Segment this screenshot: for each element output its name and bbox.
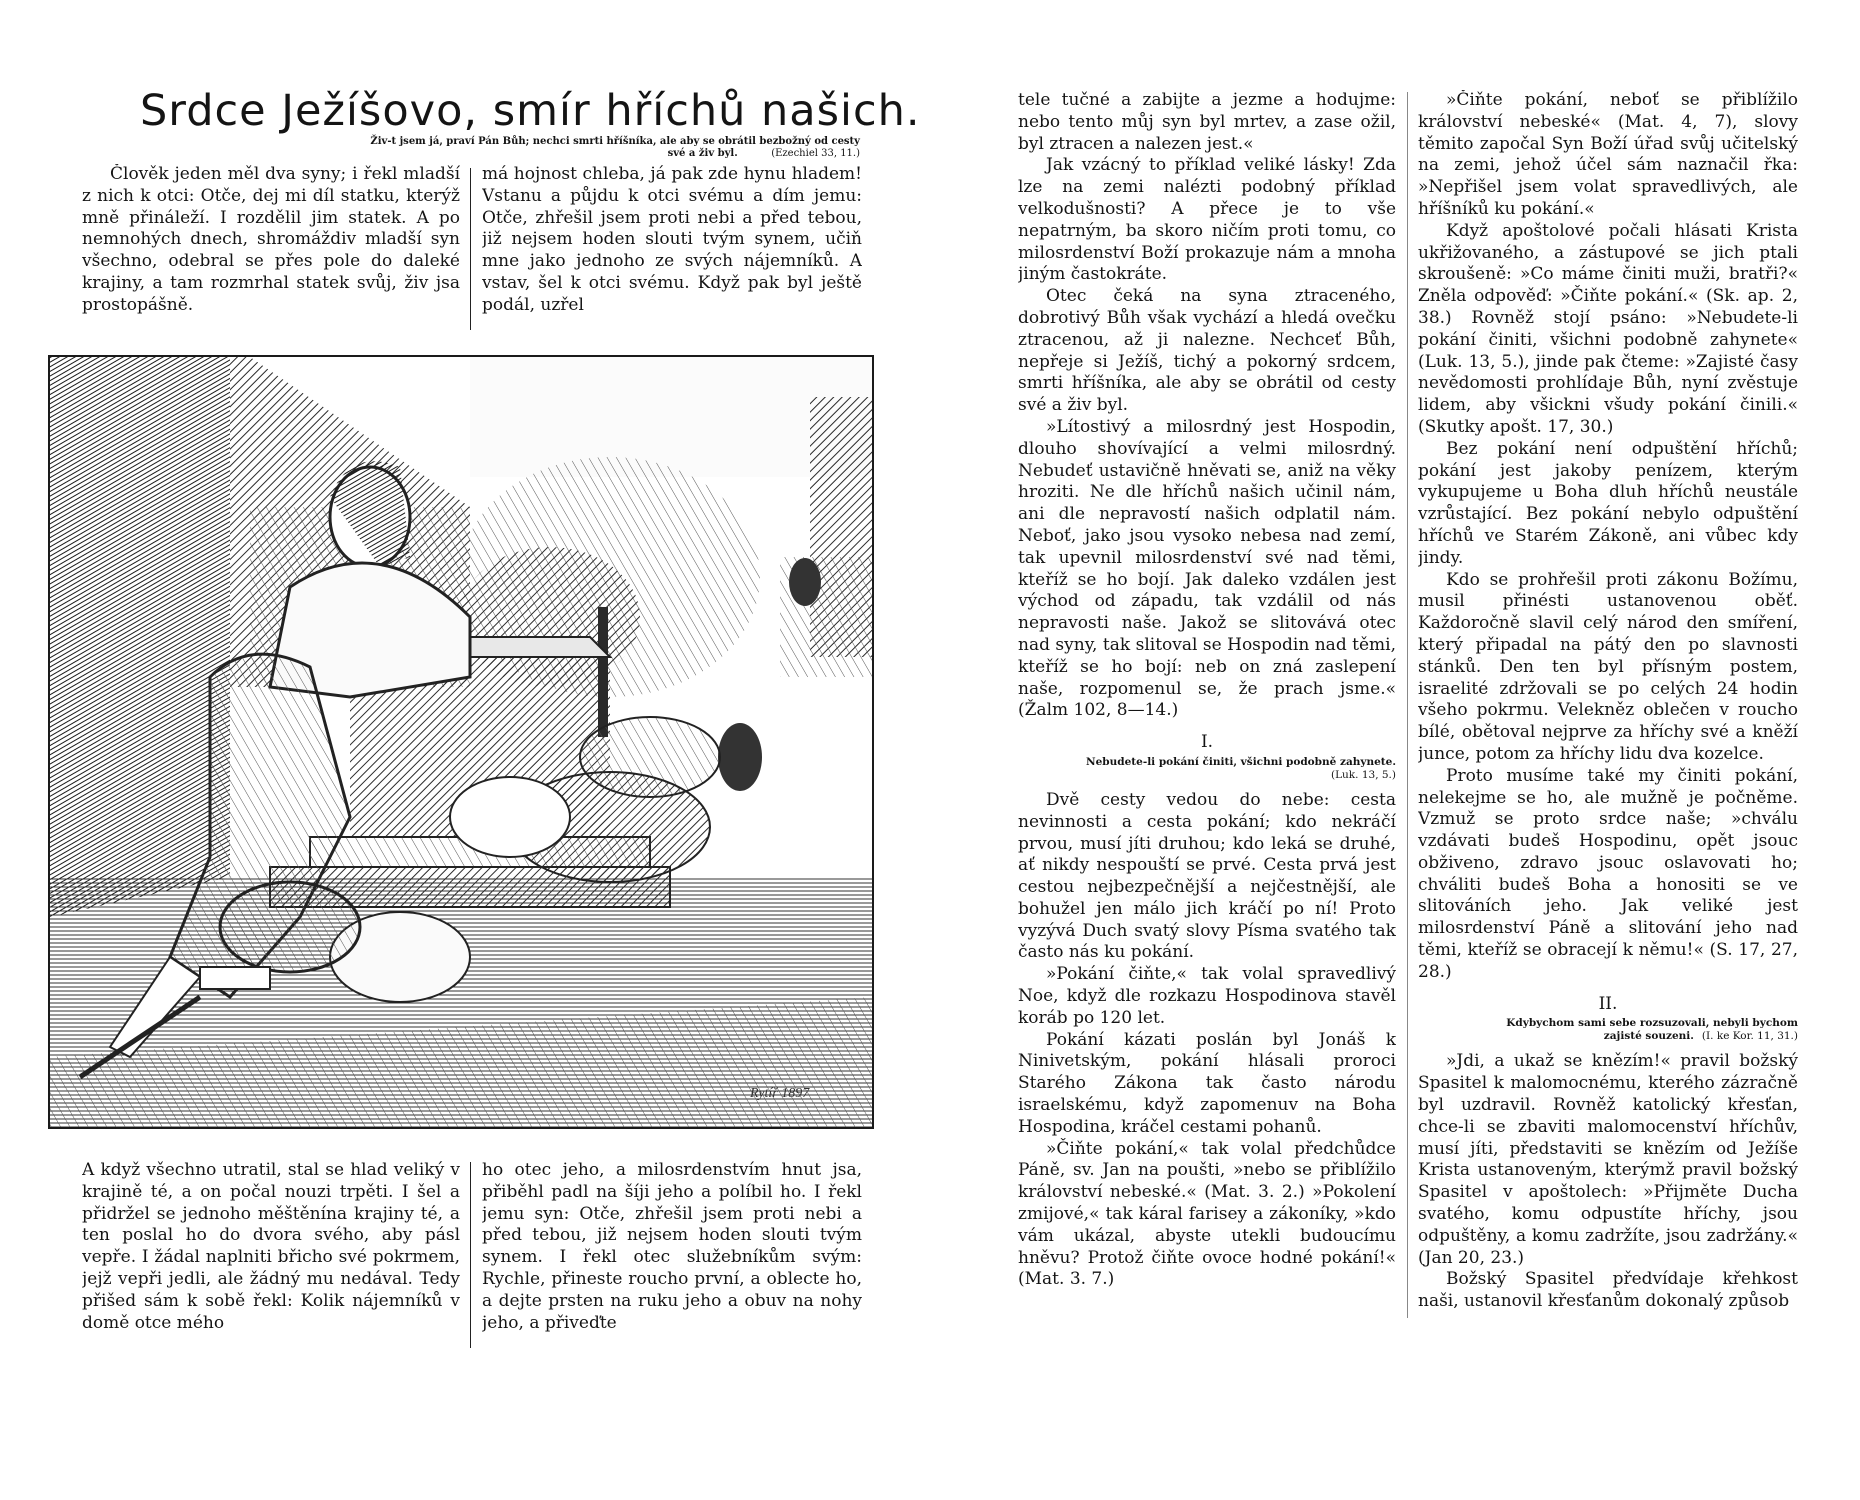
left-top-column-2 xyxy=(482,164,862,334)
paragraph: Když apoštolové počali hlásati Krista ukřižovaného, a zástupové se jich ptali skroušeně: »Co máme činiti muži, bratři?« Zněla odpověď: »Čiňte pokání.« (Sk. ap. 2, 38.) Rovněž stojí psáno: »Nebudete-li pokání činiti, všichni podobně zahynete« (Luk. 13, 5.), jinde pak čteme: »Zajisté časy nevědomosti prohlídaje Bůh, nyní zvěstuje lidem, aby všickni všudy pokání činili.« (Skutky apošt. 17, 30.) xyxy=(1418,220,1798,437)
right-column-1 xyxy=(1018,90,1396,1322)
paragraph: má hojnost chleba, já pak zde hynu hladem! Vstanu a půjdu k otci svému a dím jemu: Otče, zhřešil jsem proti nebi a před tebou, již nejsem hoden slouti tvým synem, učiň mne jako jednoho ze svých nájemníků. A vstav, šel k otci svému. Když pak byl ještě podál, uzřel xyxy=(482,164,862,315)
paragraph: Kdo se prohřešil proti zákonu Božímu, musil přinésti ustanovenou oběť. Každoročně slavil celý národ den smíření, který připadal na pátý den po slavnosti stánků. Den ten byl přísným postem, israelité zdržovali se po celých 24 hodin všeho pokrmu. Velekněz oblečen v roucho bílé, obětoval nejprve za hříchy své a kněží junce, potom za hříchy lidu dva kozelce. xyxy=(1418,569,1798,764)
paragraph: tele tučné a zabijte a jezme a hodujme: nebo tento můj syn byl mrtev, a zase ožil, byl ztracen a nalezen jest.« xyxy=(1018,90,1396,154)
section-number: II. xyxy=(1598,993,1618,1014)
engraver-signature: Rytíř 1897 xyxy=(750,1086,810,1101)
left-bottom-column-1 xyxy=(82,1160,460,1350)
section-epigraph-text: Nebudete-li pokání činiti, všichni podobně zahynete. xyxy=(1086,755,1396,768)
prodigal-son-engraving xyxy=(48,355,874,1129)
paragraph: Dvě cesty vedou do nebe: cesta nevinnosti a cesta pokání; kdo nekráčí prvou, musí jíti druhou; kdo leká se druhé, ať nikdy nespouští se prvé. Cesta prvá jest cestou nejbezpečnější a nejčestnější, ale bohužel jen málo jich kráčí po ní! Proto vyzývá Duch svatý slovy Písma svatého tak často nás ku pokání. xyxy=(1018,789,1396,963)
paragraph: Člověk jeden měl dva syny; i řekl mladší z nich k otci: Otče, dej mi díl statku, kterýž mně přináleží. I rozdělil jim statek. A po nemnohých dnech, shromáždiv mladší syn všechno, odebral se přes pole do daleké krajiny, a tam rozmrhal statek svůj, živ jsa prostopášně. xyxy=(82,164,460,315)
paragraph: A když všechno utratil, stal se hlad veliký v krajině té, a on počal nouzi trpěti. I šel a přidržel se jednoho měštěnína krajiny té, a ten poslal ho do dvora svého, aby pásl vepře. I žádal naplniti břicho své pokrmem, jejž vepři jedli, ale žádný mu nedával. Tedy přišed sám k sobě řekl: Kolik nájemníků v domě otce mého xyxy=(82,1160,460,1333)
article-title: Srdce Ježíšovo, smír hříchů našich. xyxy=(140,86,921,136)
column-divider xyxy=(1407,92,1408,1318)
pig xyxy=(450,777,570,857)
paragraph: »Jdi, a ukaž se knězím!« pravil božský Spasitel k malomocnému, kterého zázračně byl uzdravil. Rovněž katolický křesťan, chce-li se zbaviti malomocenství hříchův, musí jíti, představiti se knězím od Ježíše Krista ustanoveným, kterýmž pravil božský Spasitel v apoštolech: »Přijměte Ducha svatého, komu odpustíte hříchy, jsou odpuštěny, a komu zadržíte, jsou zadržány.« (Jan 20, 23.) xyxy=(1418,1051,1798,1268)
left-bottom-column-2 xyxy=(482,1160,862,1350)
dark-wall xyxy=(50,357,230,917)
column-divider xyxy=(470,1162,471,1348)
distant-figure xyxy=(789,558,821,606)
paragraph: »Pokání čiňte,« tak volal spravedlivý Noe, když dle rozkazu Hospodinova stavěl koráb po 120 let. xyxy=(1018,964,1396,1028)
clay-jug xyxy=(220,882,360,972)
paragraph: Proto musíme také my činiti pokání, nelekejme se ho, ale mužně je počněme. Vzmuž se proto srdce naše; »chválu vzdávati budeš Hospodinu, opět jsouc obživeno, zdravo jsouc oslavovati ho; chváliti budeš Boha a honositi se ve slitováních jeho. Jak veliké jest milosrdenství Páně a slitování jeho nad těmi, kteříž se obracejí k němu!« (S. 17, 27, 28.) xyxy=(1418,765,1798,982)
section-epigraph-reference: (Luk. 13, 5.) xyxy=(1330,768,1396,781)
right-page xyxy=(930,0,1860,1500)
paragraph: Bez pokání není odpuštění hříchů; pokání jest jakoby penízem, kterým vykupujeme u Boha dluh hříchů neustále vzrůstající. Bez pokání nebylo odpuštění hříchů ve Starém Zákoně, ani vůbec kdy jindy. xyxy=(1418,438,1798,568)
paragraph: Pokání kázati poslán byl Jonáš k Ninivetským, pokání hlásali proroci Starého Zákona tak často národu israelskému, když zapomenuv na Boha Hospodina, kráčel cestami pohanů. xyxy=(1018,1029,1396,1137)
section-epigraph-text: Kdybychom sami sebe rozsuzovali, nebyli bychom zajisté souzeni. xyxy=(1506,1017,1798,1043)
paragraph: »Čiňte pokání, neboť se přiblížilo království nebeské« (Mat. 4, 7), slovy těmito započal Syn Boží úřad svůj učitelský na zemi, jehož účel sám naznačil řka: »Nepřišel jsem volat spravedlivých, ale hříšníků ku pokání.« xyxy=(1418,90,1798,219)
left-top-column-1 xyxy=(82,164,460,334)
paragraph: Jak vzácný to příklad veliké lásky! Zda lze na zemi nalézti podobný příklad velkodušnosti? A přece je to vše nepatrným, ba skoro ničím proti tomu, co milosrdenství Boží prokazuje nám a mnoha jiným častokráte. xyxy=(1018,155,1396,285)
paragraph: »Čiňte pokání,« tak volal předchůdce Páně, sv. Jan na poušti, »nebo se přiblížilo království nebeské.« (Mat. 3. 2.) »Pokolení zmijové,« tak káral farisey a zákoníky, »kdo vám ukázal, abyste utekli budoucímu hněvu? Protož čiňte ovoce hodné pokání!« (Mat. 3. 7.) xyxy=(1018,1138,1396,1290)
column-divider xyxy=(470,168,471,330)
epigraph-reference: (Ezechiel 33, 11.) xyxy=(771,148,860,159)
section-number: I. xyxy=(1200,732,1214,753)
section-epigraph-reference: (I. ke Kor. 11, 31.) xyxy=(1701,1030,1798,1043)
section-epigraph xyxy=(1078,756,1396,782)
title-epigraph xyxy=(360,136,860,160)
section-epigraph xyxy=(1478,1017,1798,1043)
paragraph: Božský Spasitel předvídaje křehkost naši, ustanovil křesťanům dokonalý způsob xyxy=(1418,1269,1798,1312)
paragraph: ho otec jeho, a milosrdenstvím hnut jsa, přiběhl padl na šíji jeho a políbil ho. I řekl jemu syn: Otče, zhřešil jsem proti nebi a před tebou, již nejsem hoden slouti tvým synem. I řekl otec služebníkům svým: Rychle, přineste roucho první, a oblecte ho, a dejte prsten na ruku jeho a obuv na nohy jeho, a přiveďte xyxy=(482,1160,862,1333)
epigraph-text: Živ-t jsem já, praví Pán Bůh; nechci smrti hříšníka, ale aby se obrátil bezbožný od cesty své a živ byl. xyxy=(370,136,860,159)
engraving-art xyxy=(50,357,872,1127)
paragraph: »Lítostivý a milosrdný jest Hospodin, dlouho shovívající a velmi milosrdný. Nebudeť ustavičně hněvati se, aniž na věky hroziti. Ne dle hříchů našich učinil nám, ani dle nepravostí našich odplatil nám. Neboť, jako jsou vysoko nebesa nad zemí, tak upevnil milosrdenství své nad těmi, kteříž se ho bojí. Jak daleko vzdálen jest východ od západu, tak vzdálil od nás nepravosti naše. Jakož se slitovává otec nad syny, tak slitoval se Hospodin nad těmi, kteříž se ho bojí: neb on zná zaslepení naše, rozpomenul se, že prach jsme.« (Žalm 102, 8—14.) xyxy=(1018,416,1396,721)
paragraph: Otec čeká na syna ztraceného, dobrotivý Bůh však vychází a hledá ovečku ztracenou, až ji nalezne. Nechceť Bůh, nepřeje si Ježíš, tichý a pokorný srdcem, smrti hříšníka, ale aby se obrátil od cesty své a živ byl. xyxy=(1018,286,1396,416)
distant-figure xyxy=(718,723,762,791)
right-column-2 xyxy=(1418,90,1798,1330)
